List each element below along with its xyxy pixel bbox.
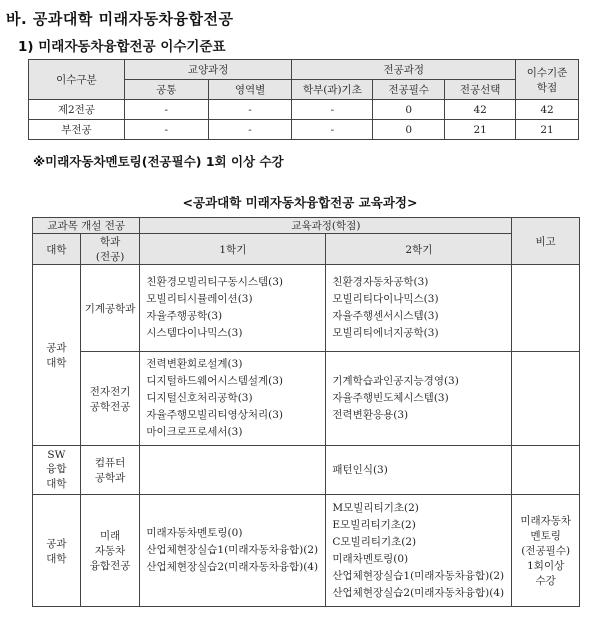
header-required: 전공필수 — [373, 80, 445, 100]
course-item: 미래차멘토링(0) — [332, 552, 409, 565]
header-offering: 교과목 개설 전공 — [33, 218, 140, 234]
header-major: 전공과정 — [292, 60, 516, 80]
table-row — [33, 446, 580, 495]
college-line1: 공과 — [46, 537, 67, 550]
header-standard-line1: 이수기준 — [526, 66, 568, 79]
row-label: 부전공 — [29, 120, 125, 140]
college-line3: 대학 — [46, 478, 67, 490]
course-list — [326, 446, 512, 495]
college-cell — [33, 265, 81, 446]
header-category: 이수구분 — [29, 60, 125, 100]
header-curriculum: 교육과정(학점) — [140, 218, 512, 234]
course-list — [326, 265, 512, 352]
course-item: 마이크로프로세서(3) — [146, 426, 243, 438]
dept-line1: 미래 — [99, 530, 121, 542]
dept-cell — [80, 495, 140, 607]
dept-line2: 공학전공 — [89, 400, 131, 413]
curriculum-caption: <공과대학 미래자동차융합전공 교육과정> — [182, 195, 418, 210]
table-row — [33, 495, 580, 607]
header-area: 영역별 — [208, 80, 292, 100]
header-remarks: 비고 — [512, 218, 580, 265]
college-line1: SW — [47, 449, 66, 461]
course-list — [140, 352, 326, 446]
header-dept — [80, 234, 140, 265]
college-line1: 공과 — [46, 342, 67, 354]
cell-required: 0 — [373, 100, 445, 120]
course-item: 산업체현장실습1(미래자동차융합)(2) — [146, 544, 319, 556]
remark-line2: 멘토링 — [530, 530, 561, 542]
cell-elective: 21 — [445, 120, 516, 140]
course-item: 자율주행공학(3) — [146, 310, 223, 322]
course-item: E모빌리티기초(2) — [332, 518, 416, 531]
course-list — [140, 446, 326, 495]
course-item: 친환경자동차공학(3) — [332, 276, 429, 288]
header-dept-line2: (전공) — [95, 251, 125, 263]
header-elective: 전공선택 — [445, 80, 516, 100]
course-item: 자율주행모빌리티영상처리(3) — [146, 409, 283, 421]
dept-line1: 컴퓨터 — [94, 457, 126, 469]
course-item: 기계학습과인공지능경영(3) — [332, 375, 459, 387]
header-college: 대학 — [33, 234, 81, 265]
header-dept-line1: 학과 — [99, 236, 121, 248]
course-list — [140, 495, 326, 607]
table-row — [29, 100, 579, 120]
course-item: 시스템다이나믹스(3) — [146, 327, 243, 339]
course-list — [326, 495, 512, 607]
cell-required: 0 — [373, 120, 445, 140]
requirements-table — [28, 59, 579, 140]
table-row — [33, 352, 580, 446]
cell-basic: - — [292, 100, 373, 120]
college-line2: 대학 — [46, 357, 67, 369]
remark-line4: 1회이상 — [527, 560, 565, 572]
remarks-cell — [512, 495, 580, 607]
curriculum-table — [32, 217, 580, 607]
header-sem1: 1학기 — [140, 234, 326, 265]
course-list — [140, 265, 326, 352]
table-row — [29, 120, 579, 140]
remarks-cell — [512, 352, 580, 446]
dept-line1: 전자전기 — [89, 385, 131, 398]
college-cell — [33, 495, 81, 607]
course-item: 모빌리티시뮬레이션(3) — [146, 293, 253, 305]
course-item: M모빌리티기초(2) — [332, 501, 419, 514]
course-item: 미래자동차멘토링(0) — [146, 527, 243, 539]
remark-line5: 수강 — [535, 575, 556, 587]
course-item: 자율주행빈도체시스템(3) — [332, 392, 449, 404]
course-item: 모빌리티다이나믹스(3) — [332, 293, 439, 305]
course-item: 패턴인식(3) — [332, 463, 388, 476]
cell-total: 42 — [516, 100, 579, 120]
dept-cell — [80, 352, 140, 446]
cell-area: - — [208, 120, 292, 140]
dept-cell — [80, 446, 140, 495]
cell-area: - — [208, 100, 292, 120]
section-heading: 바. 공과대학 미래자동차융합전공 — [6, 10, 234, 28]
mentoring-note: ※미래자동차멘토링(전공필수) 1회 이상 수강 — [33, 154, 284, 169]
course-item: 디지털신호처리공학(3) — [146, 392, 253, 404]
remarks-cell — [512, 446, 580, 495]
header-standard — [516, 60, 579, 100]
college-line2: 대학 — [46, 552, 67, 565]
course-item: 디지털하드웨어시스템설계(3) — [146, 375, 283, 387]
header-standard-line2: 학점 — [536, 81, 558, 94]
header-basic: 학부(과)기초 — [292, 80, 373, 100]
cell-common: - — [124, 120, 208, 140]
course-item: 전력변환응용(3) — [332, 409, 409, 421]
course-item: 산업체현장실습1(미래자동차융합)(2) — [332, 569, 505, 582]
course-list — [326, 352, 512, 446]
dept-line3: 융합전공 — [89, 560, 131, 572]
course-item: 산업체현장실습2(미래자동차융합)(4) — [146, 561, 319, 573]
remark-line1: 미래자동차 — [520, 515, 572, 527]
cell-total: 21 — [516, 120, 579, 140]
course-item: 자율주행센서시스템(3) — [332, 310, 439, 322]
remark-line3: (전공필수) — [521, 545, 571, 557]
cell-common: - — [124, 100, 208, 120]
course-item: 친환경모빌리티구동시스템(3) — [146, 276, 283, 288]
course-item: 산업체현장실습2(미래자동차융합)(4) — [332, 586, 505, 599]
remarks-cell — [512, 265, 580, 352]
table-row — [33, 265, 580, 352]
header-liberal: 교양과정 — [124, 60, 292, 80]
cell-basic: - — [292, 120, 373, 140]
course-item: 모빌리티에너지공학(3) — [332, 327, 439, 339]
dept-cell: 기계공학과 — [80, 265, 140, 352]
college-line2: 융합 — [46, 463, 67, 475]
cell-elective: 42 — [445, 100, 516, 120]
course-item: 전력변환회로설계(3) — [146, 358, 243, 370]
header-common: 공통 — [124, 80, 208, 100]
dept-line2: 자동차 — [94, 545, 126, 557]
row-label: 제2전공 — [29, 100, 125, 120]
requirements-subheading: 1) 미래자동차융합전공 이수기준표 — [18, 39, 226, 55]
header-sem2: 2학기 — [326, 234, 512, 265]
dept-line2: 공학과 — [94, 472, 126, 484]
course-item: C모빌리티기초(2) — [332, 535, 417, 548]
college-cell — [33, 446, 81, 495]
